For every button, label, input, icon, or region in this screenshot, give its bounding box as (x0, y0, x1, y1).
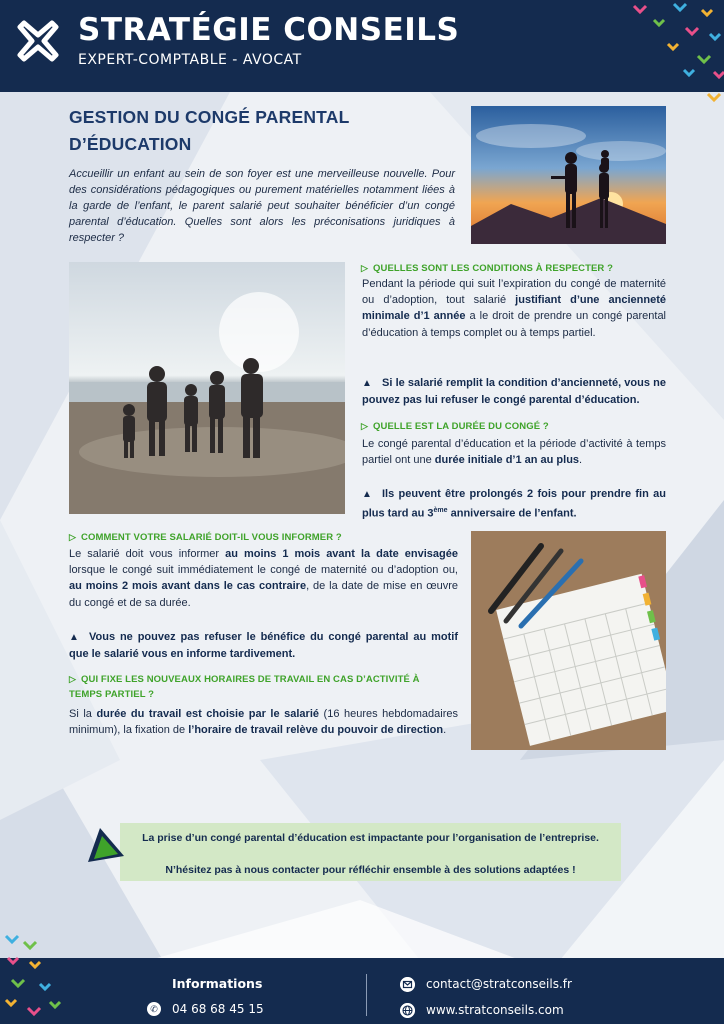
arrow-right-icon: ▷ (361, 421, 369, 431)
arrow-right-icon: ▷ (69, 674, 77, 684)
warning-conditions: ▲ Si le salarié remplit la condition d’ancienneté, vous ne pouvez pas lui refuser le congé parental d’éducation. (362, 377, 666, 407)
cta-line-2: N’hésitez pas à nous contacter pour réfléchir ensemble à des solutions adaptées ! (165, 864, 576, 876)
warning-triangle-icon: ▲ (362, 489, 372, 500)
text-duration: Le congé parental d’éducation et la période d’activité à temps partiel ont une durée initiale d’1 an au plus. (362, 438, 666, 467)
email-icon (400, 977, 415, 992)
call-to-action-box (120, 823, 621, 881)
brand-title: STRATÉGIE CONSEILS (78, 12, 460, 48)
arrow-right-icon: ▷ (361, 263, 369, 273)
text-schedule: Si la durée du travail est choisie par le salarié (16 heures hebdomadaires minimum), la fixation de l’horaire de travail relève du pouvoir de direction. (69, 708, 458, 737)
warning-inform: ▲ Vous ne pouvez pas refuser le bénéfice du congé parental au motif que le salarié vous en informe tardivement. (69, 631, 458, 661)
footer-bar (0, 958, 724, 1024)
footer-email-link[interactable]: contact@stratconseils.fr (426, 977, 572, 991)
family-sunset-photo (471, 106, 666, 244)
confetti-decoration-icon (0, 928, 70, 1024)
globe-icon (400, 1003, 415, 1018)
footer-website-link[interactable]: www.stratconseils.com (426, 1003, 564, 1017)
arrow-right-icon: ▷ (69, 532, 77, 542)
text-conditions: Pendant la période qui suit l’expiration du congé de maternité ou d’adoption, tout salarié justifiant d’une ancienneté minimale d’1 année a le droit de prendre un congé parental d’éducation à temps complet ou à temps partiel. (362, 278, 667, 339)
warning-triangle-icon: ▲ (362, 378, 372, 389)
heading-conditions: ▷ QUELLES SONT LES CONDITIONS À RESPECTER ? (361, 263, 614, 274)
footer-info-title: Informations (172, 976, 263, 991)
warning-duration: ▲ Ils peuvent être prolongés 2 fois pour prendre fin au plus tard au 3ème anniversaire de l’enfant. (362, 488, 666, 520)
text-inform: Le salarié doit vous informer au moins 1 mois avant la date envisagée lorsque le congé suit immédiatement le congé de maternité ou d’adoption ou, au moins 2 mois avant dans le cas contraire, de la date de mise en œuvre du congé et de sa durée. (69, 548, 459, 609)
logo-icon (14, 17, 62, 65)
family-beach-photo (69, 262, 345, 514)
article-title: GESTION DU CONGÉ PARENTAL D’ÉDUCATION (69, 107, 350, 154)
brand-subtitle: EXPERT-COMPTABLE - AVOCAT (78, 52, 302, 68)
warning-triangle-icon: ▲ (69, 632, 79, 643)
heading-schedule: ▷ QUI FIXE LES NOUVEAUX HORAIRES DE TRAVAIL EN CAS D’ACTIVITÉ À TEMPS PARTIEL ? (69, 674, 420, 700)
phone-icon: ✆ (147, 1002, 161, 1016)
heading-inform: ▷ COMMENT VOTRE SALARIÉ DOIT-IL VOUS INFORMER ? (69, 532, 342, 543)
footer-divider (366, 974, 367, 1016)
footer-phone[interactable]: 04 68 68 45 15 (172, 1002, 264, 1016)
confetti-decoration-icon (614, 0, 724, 110)
heading-duration: ▷ QUELLE EST LA DURÉE DU CONGÉ ? (361, 421, 549, 432)
article-intro: Accueillir un enfant au sein de son foyer est une merveilleuse nouvelle. Pour des considérations pédagogiques ou purement matérielles notamment liées à la garde de l’enfant, le parent salarié peut souhaiter bénéficier d’un congé parental d’éducation. Quelles sont alors les préconisations juridiques à respecter ? (69, 168, 455, 244)
cta-line-1: La prise d’un congé parental d’éducation est impactante pour l’organisation de l’entreprise. (142, 832, 599, 844)
calendar-planner-photo (471, 531, 666, 750)
call-to-action-arrow-icon (86, 826, 126, 864)
